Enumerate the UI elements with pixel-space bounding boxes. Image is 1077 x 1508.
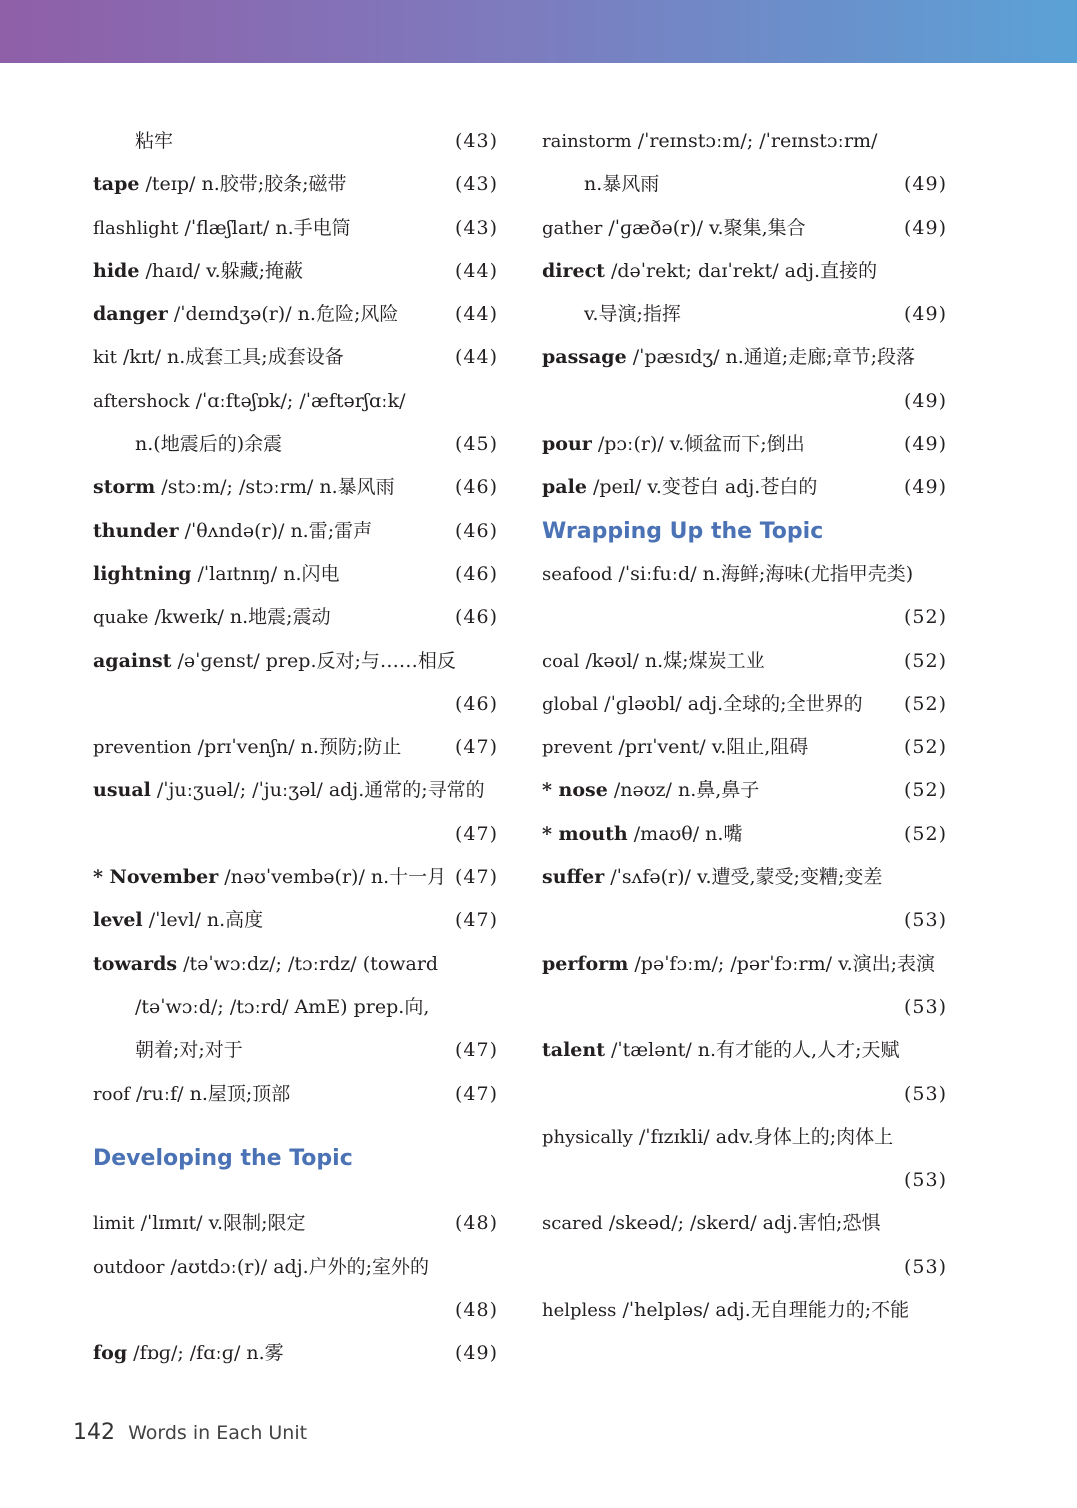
vocab-entry (542, 726, 947, 769)
vocab-entry (542, 120, 947, 163)
vocab-definition: /təˈwɔːdz/; /tɔːrdz/ (toward (177, 952, 439, 975)
page-reference: (46) (454, 562, 498, 585)
vocab-entry (542, 423, 947, 466)
vocab-word: coal (542, 650, 580, 672)
page-number: 142 (73, 1420, 115, 1445)
page-reference: (53) (903, 1169, 947, 1192)
vocab-word: pour (542, 433, 592, 456)
vocab-word: towards (93, 952, 178, 975)
vocab-word: scared (542, 1213, 603, 1235)
page-reference: (52) (903, 606, 947, 629)
vocab-word: global (542, 693, 599, 715)
vocab-word: level (93, 909, 143, 932)
vocab-definition: /əˈɡenst/ prep.反对;与……相反 (171, 649, 456, 672)
vocab-definition: /pɔː(r)/ v.倾盆而下;倒出 (591, 433, 805, 456)
vocab-definition: /ˈflæʃlaɪt/ n.手电筒 (178, 216, 351, 239)
page-reference: (52) (903, 692, 947, 715)
vocab-definition: /fɒɡ/; /fɑːɡ/ n.雾 (127, 1342, 284, 1365)
vocab-entry (93, 683, 498, 726)
vocab-word: tape (93, 173, 140, 196)
vocab-entry (542, 466, 947, 509)
vocab-definition: /ˈɑːftəʃɒk/; /ˈæftərʃɑːk/ (189, 389, 406, 412)
page-footer (73, 1420, 307, 1445)
vocab-entry (93, 293, 498, 336)
vocab-definition: /ˈdeɪndʒə(r)/ n.危险;风险 (167, 303, 399, 326)
page-reference: (47) (454, 822, 498, 845)
vocab-entry (93, 510, 498, 553)
vocab-word: hide (93, 259, 140, 282)
vocab-definition: /ˈɡæðə(r)/ v.聚集,集合 (602, 216, 806, 239)
vocab-entry (93, 163, 498, 206)
vocab-entry (542, 1289, 947, 1332)
vocab-definition: /prɪˈvent/ v.阻止,阻碍 (612, 736, 809, 759)
vocab-definition: /stɔːm/; /stɔːrm/ n.暴风雨 (155, 476, 395, 499)
vocab-word: thunder (93, 519, 179, 542)
vocab-definition: /peɪl/ v.变苍白 adj.苍白的 (586, 476, 818, 499)
vocab-word: fog (93, 1342, 128, 1365)
vocab-word: roof (93, 1083, 130, 1105)
vocab-entry (93, 856, 498, 899)
vocab-entry (93, 250, 498, 293)
vocab-entry (542, 1029, 947, 1072)
vocab-word: helpless (542, 1300, 617, 1322)
vocab-definition: /pəˈfɔːm/; /pərˈfɔːrm/ v.演出;表演 (628, 952, 936, 975)
vocab-entry (542, 163, 947, 206)
vocab-entry (542, 207, 947, 250)
page-reference: (47) (454, 866, 498, 889)
vocab-entry (542, 986, 947, 1029)
vocab-definition: /kəʊl/ n.煤;煤炭工业 (579, 649, 765, 672)
vocab-definition: /ˈpæsɪdʒ/ n.通道;走廊;章节;段落 (626, 346, 916, 369)
vocab-word: passage (542, 346, 627, 369)
page-reference: (47) (454, 736, 498, 759)
page-reference: (52) (903, 779, 947, 802)
vocab-definition: /təˈwɔːd/; /tɔːrd/ AmE) prep.向, (135, 995, 430, 1018)
vocab-entry (93, 1289, 498, 1332)
page-reference: (53) (903, 995, 947, 1018)
vocab-entry (542, 943, 947, 986)
vocab-entry (542, 856, 947, 899)
vocab-word: storm (93, 476, 156, 499)
vocab-entry (542, 1202, 947, 1245)
vocab-entry (542, 899, 947, 942)
page-reference: (44) (454, 259, 498, 282)
page-reference: (49) (903, 173, 947, 196)
vocab-definition: /dəˈrekt; daɪˈrekt/ adj.直接的 (604, 259, 878, 282)
vocab-word: physically (542, 1126, 633, 1148)
page-reference: (48) (454, 1212, 498, 1235)
vocab-entry (542, 813, 947, 856)
vocab-entry (93, 423, 498, 466)
vocab-word: limit (93, 1213, 135, 1235)
vocab-entry (542, 1246, 947, 1289)
page-reference: (49) (903, 389, 947, 412)
page-reference: (45) (454, 433, 498, 456)
vocab-entry (93, 1246, 498, 1289)
vocab-definition: /aʊtdɔː(r)/ adj.户外的;室外的 (164, 1255, 430, 1278)
vocab-definition: /teɪp/ n.胶带;胶条;磁带 (139, 173, 347, 196)
vocab-entry (93, 943, 498, 986)
page-reference: (52) (903, 736, 947, 759)
vocab-word: * mouth (542, 822, 628, 845)
vocab-entry (93, 466, 498, 509)
vocab-entry (542, 1116, 947, 1159)
vocab-definition: /ˈlevl/ n.高度 (142, 909, 264, 932)
vocab-definition: /kɪt/ n.成套工具;成套设备 (116, 346, 344, 369)
vocab-word: prevention (93, 737, 192, 759)
vocab-definition: /ˈɡləʊbl/ adj.全球的;全世界的 (598, 692, 863, 715)
vocab-definition: v.导演;指挥 (584, 303, 681, 326)
vocab-definition: 粘牢 (135, 130, 174, 152)
section-heading: Developing the Topic (93, 1145, 353, 1171)
page-reference: (49) (903, 303, 947, 326)
vocab-word: direct (542, 259, 605, 282)
vocab-definition: n.暴风雨 (584, 173, 660, 196)
vocab-word: pale (542, 476, 587, 499)
vocab-entry (542, 683, 947, 726)
vocab-entry (542, 250, 947, 293)
vocab-word: danger (93, 303, 168, 326)
vocab-word: usual (93, 779, 151, 802)
vocab-word: outdoor (93, 1256, 165, 1278)
vocab-entry (93, 207, 498, 250)
vocab-entry (93, 1029, 498, 1072)
vocab-entry (542, 336, 947, 379)
vocab-word: * nose (542, 779, 608, 802)
vocab-definition: /nəʊˈvembə(r)/ n.十一月 (218, 866, 447, 889)
page-reference: (43) (454, 130, 498, 152)
vocab-entry (93, 1073, 498, 1116)
vocab-entry (93, 120, 498, 163)
vocab-definition: /ˈsʌfə(r)/ v.遭受,蒙受;变糟;变差 (604, 866, 883, 889)
page-reference: (53) (903, 1255, 947, 1278)
vocab-definition: /ˈsiːfuːd/ n.海鲜;海味(尤指甲壳类) (612, 562, 914, 585)
vocab-entry (542, 596, 947, 639)
vocab-definition: /ruːf/ n.屋顶;顶部 (129, 1082, 291, 1105)
page-reference: (47) (454, 909, 498, 932)
vocab-entry (542, 293, 947, 336)
vocab-entry (93, 553, 498, 596)
vocab-column-right (542, 120, 947, 1332)
vocab-word: suffer (542, 866, 605, 889)
vocab-word: aftershock (93, 390, 190, 412)
vocab-entry (542, 380, 947, 423)
page-reference: (49) (903, 476, 947, 499)
vocab-entry (93, 813, 498, 856)
vocab-definition: 朝着;对;对于 (135, 1039, 243, 1062)
vocab-definition: /prɪˈvenʃn/ n.预防;防止 (191, 736, 402, 759)
page-reference: (49) (903, 433, 947, 456)
vocab-word: perform (542, 952, 629, 975)
vocab-entry (93, 596, 498, 639)
vocab-definition: /nəʊz/ n.鼻,鼻子 (607, 779, 760, 802)
vocab-word: gather (542, 217, 603, 239)
vocab-definition: /ˈjuːʒuəl/; /ˈjuːʒəl/ adj.通常的;寻常的 (150, 779, 485, 802)
vocab-definition: /kweɪk/ n.地震;震动 (148, 606, 331, 629)
vocab-definition: /skeəd/; /skerd/ adj.害怕;恐惧 (602, 1212, 881, 1235)
header-banner (0, 0, 1077, 63)
vocab-definition: /ˈθʌndə(r)/ n.雷;雷声 (178, 519, 373, 542)
vocab-entry (93, 640, 498, 683)
page-reference: (44) (454, 303, 498, 326)
page-reference: (43) (454, 173, 498, 196)
vocab-word: kit (93, 347, 117, 369)
vocab-entry (542, 769, 947, 812)
footer-title: Words in Each Unit (128, 1422, 308, 1444)
vocab-definition: /ˈtælənt/ n.有才能的人,人才;天赋 (604, 1039, 900, 1062)
page-reference: (49) (454, 1342, 498, 1365)
page-reference: (46) (454, 519, 498, 542)
page-reference: (46) (454, 606, 498, 629)
vocab-word: prevent (542, 737, 613, 759)
vocab-entry (93, 1202, 498, 1245)
vocab-entry (93, 986, 498, 1029)
page-reference: (53) (903, 909, 947, 932)
vocab-word: talent (542, 1039, 605, 1062)
vocab-entry (93, 899, 498, 942)
page-reference: (43) (454, 216, 498, 239)
vocab-definition: /ˈlaɪtnɪŋ/ n.闪电 (191, 562, 340, 585)
vocab-entry (542, 640, 947, 683)
vocab-entry (542, 1159, 947, 1202)
vocab-word: rainstorm (542, 131, 632, 152)
page-reference: (53) (903, 1082, 947, 1105)
page-reference: (46) (454, 476, 498, 499)
vocab-definition: /ˈlɪmɪt/ v.限制;限定 (134, 1212, 306, 1235)
vocab-entry (93, 1332, 498, 1375)
vocab-definition: /ˈfɪzɪkli/ adv.身体上的;肉体上 (632, 1125, 894, 1148)
vocab-definition: n.(地震后的)余震 (135, 433, 283, 456)
page-reference: (49) (903, 216, 947, 239)
vocab-definition: /haɪd/ v.躲藏;掩蔽 (139, 259, 304, 282)
section-heading: Wrapping Up the Topic (542, 518, 824, 544)
page-reference: (52) (903, 822, 947, 845)
vocab-definition: /ˈhelpləs/ adj.无自理能力的;不能 (616, 1299, 910, 1322)
page-reference: (47) (454, 1039, 498, 1062)
vocab-entry (93, 769, 498, 812)
vocab-word: against (93, 649, 172, 672)
page-reference: (48) (454, 1299, 498, 1322)
vocab-word: seafood (542, 563, 613, 585)
vocab-definition: /maʊθ/ n.嘴 (627, 822, 743, 845)
vocab-entry (93, 380, 498, 423)
vocab-column-left (93, 120, 498, 1376)
vocab-entry (542, 553, 947, 596)
vocab-word: * November (93, 866, 219, 889)
vocab-entry (93, 726, 498, 769)
vocab-word: flashlight (93, 217, 179, 239)
vocab-definition: /ˈreɪnstɔːm/; /ˈreɪnstɔːrm/ (631, 130, 878, 152)
page-reference: (44) (454, 346, 498, 369)
page-reference: (46) (454, 692, 498, 715)
vocab-word: lightning (93, 562, 192, 585)
vocab-entry (93, 336, 498, 379)
page-reference: (47) (454, 1082, 498, 1105)
page-reference: (52) (903, 649, 947, 672)
vocab-word: quake (93, 607, 149, 629)
vocab-entry (542, 1073, 947, 1116)
